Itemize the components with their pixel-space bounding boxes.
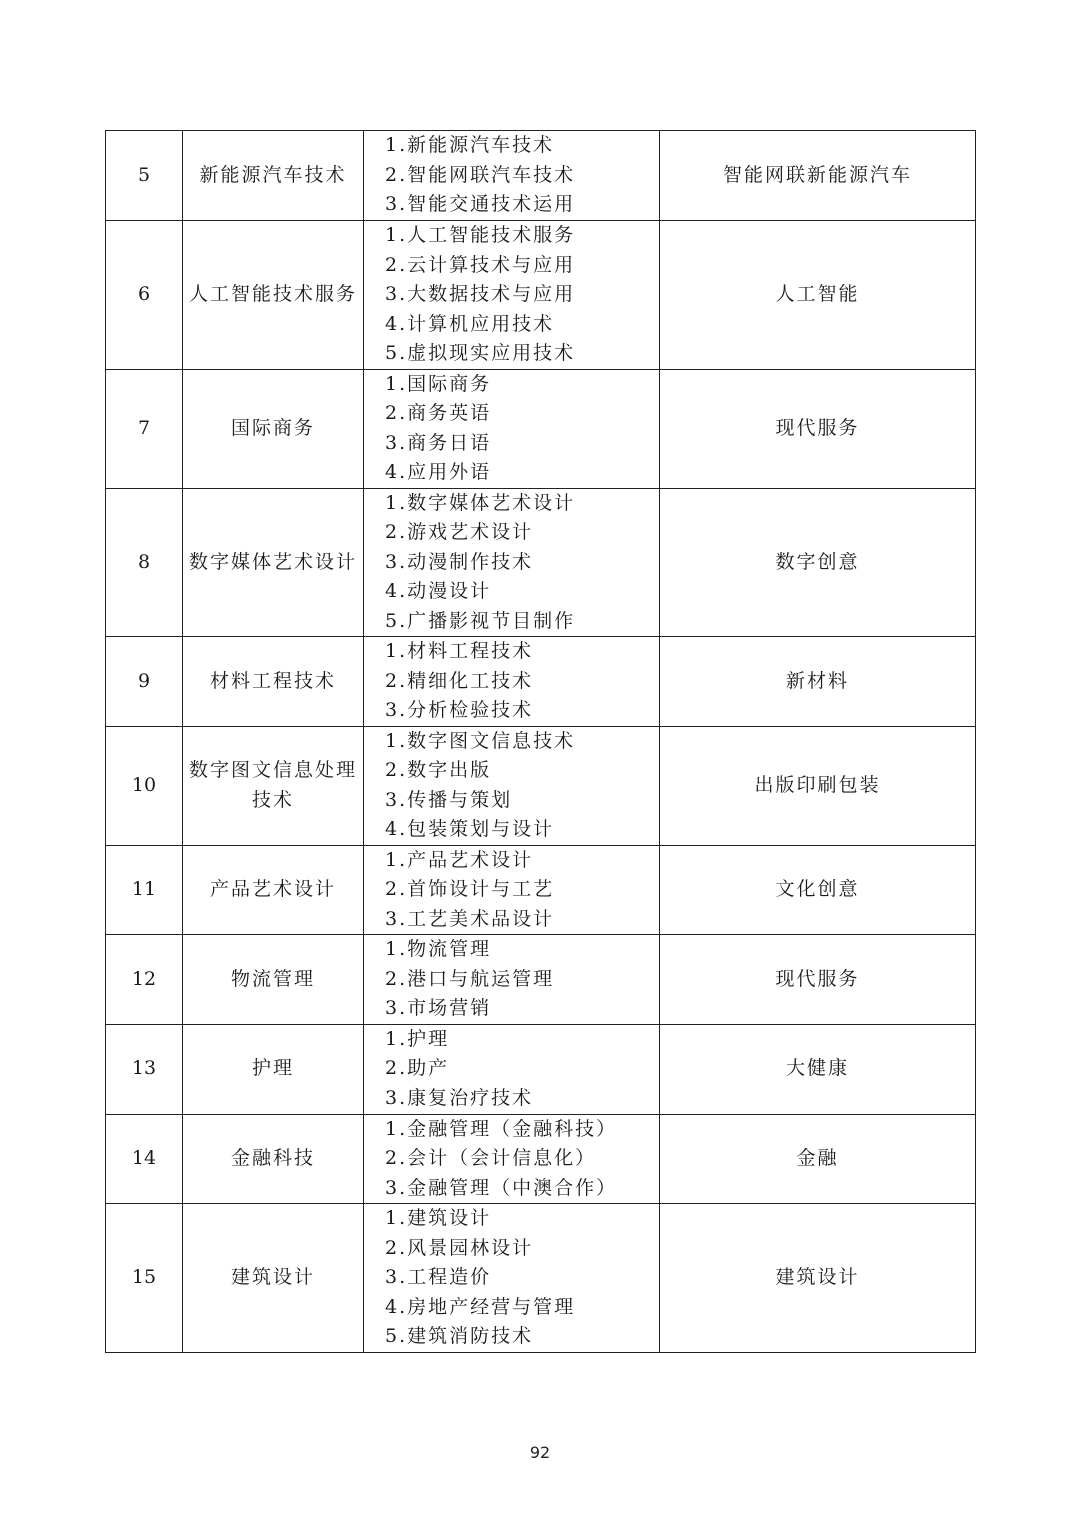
core-major-cell: 数字图文信息处理技术 (183, 726, 364, 845)
industry-cell: 建筑设计 (660, 1204, 976, 1353)
major-group-item: 3.商务日语 (385, 431, 492, 454)
table-body (106, 131, 976, 1353)
major-group-item: 3.康复治疗技术 (385, 1086, 534, 1109)
table-row (106, 1024, 976, 1114)
major-group-item: 4.动漫设计 (385, 580, 492, 602)
core-major-cell: 金融科技 (183, 1114, 364, 1204)
major-group-item: 2.首饰设计与工艺 (385, 878, 555, 900)
major-group-item: 1.国际商务 (385, 372, 492, 395)
row-number-cell: 15 (106, 1204, 183, 1353)
core-major-cell: 人工智能技术服务 (183, 221, 364, 370)
major-group-item: 5.虚拟现实应用技术 (385, 342, 576, 364)
major-group-item: 4.应用外语 (385, 461, 492, 483)
industry-cell: 数字创意 (660, 488, 976, 637)
row-number-cell: 8 (106, 488, 183, 637)
table-row (106, 1204, 976, 1353)
major-group-item: 1.数字媒体艺术设计 (385, 491, 576, 514)
major-group-item: 4.房地产经营与管理 (385, 1295, 576, 1318)
core-major-cell: 新能源汽车技术 (183, 131, 364, 221)
major-group-item: 2.港口与航运管理 (385, 967, 555, 990)
major-group-cell (364, 488, 660, 637)
industry-cell: 现代服务 (660, 369, 976, 488)
industry-cell: 大健康 (660, 1024, 976, 1114)
table-row (106, 131, 976, 221)
major-group-item: 3.大数据技术与应用 (385, 283, 576, 305)
major-group-item: 3.工程造价 (385, 1266, 492, 1288)
core-major-cell: 物流管理 (183, 935, 364, 1025)
major-group-item: 3.智能交通技术运用 (385, 193, 576, 216)
major-group-item: 3.市场营销 (385, 997, 492, 1019)
major-group-cell (364, 726, 660, 845)
row-number-cell: 6 (106, 221, 183, 370)
table-row (106, 221, 976, 370)
major-group-item: 5.建筑消防技术 (385, 1325, 534, 1347)
table-row (106, 935, 976, 1025)
major-group-item: 2.助产 (385, 1057, 450, 1080)
major-group-item: 2.精细化工技术 (385, 669, 534, 692)
table-row (106, 637, 976, 727)
major-group-item: 5.广播影视节目制作 (385, 609, 576, 632)
major-group-item: 1.新能源汽车技术 (385, 134, 555, 157)
table-row (106, 845, 976, 935)
major-group-item: 1.人工智能技术服务 (385, 224, 576, 246)
row-number-cell: 11 (106, 845, 183, 935)
major-group-item: 1.材料工程技术 (385, 640, 534, 662)
core-major-cell: 国际商务 (183, 369, 364, 488)
row-number-cell: 14 (106, 1114, 183, 1204)
major-group-item: 2.数字出版 (385, 759, 492, 781)
major-group-item: 2.会计（会计信息化） (385, 1147, 597, 1169)
major-group-item: 2.云计算技术与应用 (385, 253, 576, 276)
major-group-item: 3.传播与策划 (385, 788, 513, 811)
row-number-cell: 7 (106, 369, 183, 488)
industry-cell: 新材料 (660, 637, 976, 727)
major-group-item: 2.智能网联汽车技术 (385, 163, 576, 186)
major-group-cell (364, 1204, 660, 1353)
row-number-cell: 10 (106, 726, 183, 845)
major-group-cell (364, 131, 660, 221)
major-group-item: 4.计算机应用技术 (385, 312, 555, 335)
major-group-cell (364, 637, 660, 727)
page-number: 92 (529, 1443, 551, 1462)
row-number-cell: 13 (106, 1024, 183, 1114)
major-group-cell (364, 221, 660, 370)
major-group-item: 3.工艺美术品设计 (385, 907, 555, 930)
industry-cell: 文化创意 (660, 845, 976, 935)
major-group-item: 1.数字图文信息技术 (385, 729, 576, 752)
table-row (106, 1114, 976, 1204)
major-group-item: 1.护理 (385, 1027, 450, 1050)
major-group-item: 1.产品艺术设计 (385, 848, 534, 871)
industry-cell: 出版印刷包装 (660, 726, 976, 845)
major-group-item: 1.建筑设计 (385, 1207, 492, 1229)
major-group-cell (364, 369, 660, 488)
row-number-cell: 12 (106, 935, 183, 1025)
core-major-cell: 产品艺术设计 (183, 845, 364, 935)
major-group-item: 2.商务英语 (385, 402, 492, 424)
major-group-item: 3.分析检验技术 (385, 699, 534, 721)
major-group-cell (364, 845, 660, 935)
major-group-item: 4.包装策划与设计 (385, 818, 555, 840)
major-group-cell (364, 1024, 660, 1114)
core-major-cell: 建筑设计 (183, 1204, 364, 1353)
table-row (106, 369, 976, 488)
core-major-cell: 材料工程技术 (183, 637, 364, 727)
core-major-cell: 护理 (183, 1024, 364, 1114)
row-number-cell: 5 (106, 131, 183, 221)
major-group-item: 1.物流管理 (385, 938, 492, 960)
industry-cell: 人工智能 (660, 221, 976, 370)
major-group-item: 3.金融管理（中澳合作） (385, 1176, 618, 1199)
major-group-table (105, 130, 976, 1353)
major-group-item: 1.金融管理（金融科技） (385, 1117, 618, 1140)
industry-cell: 智能网联新能源汽车 (660, 131, 976, 221)
industry-cell: 金融 (660, 1114, 976, 1204)
major-group-item: 2.游戏艺术设计 (385, 521, 534, 543)
major-group-item: 2.风景园林设计 (385, 1236, 534, 1259)
core-major-cell: 数字媒体艺术设计 (183, 488, 364, 637)
table-row (106, 488, 976, 637)
row-number-cell: 9 (106, 637, 183, 727)
major-group-cell (364, 1114, 660, 1204)
major-group-cell (364, 935, 660, 1025)
industry-cell: 现代服务 (660, 935, 976, 1025)
table-row (106, 726, 976, 845)
major-group-item: 3.动漫制作技术 (385, 550, 534, 573)
